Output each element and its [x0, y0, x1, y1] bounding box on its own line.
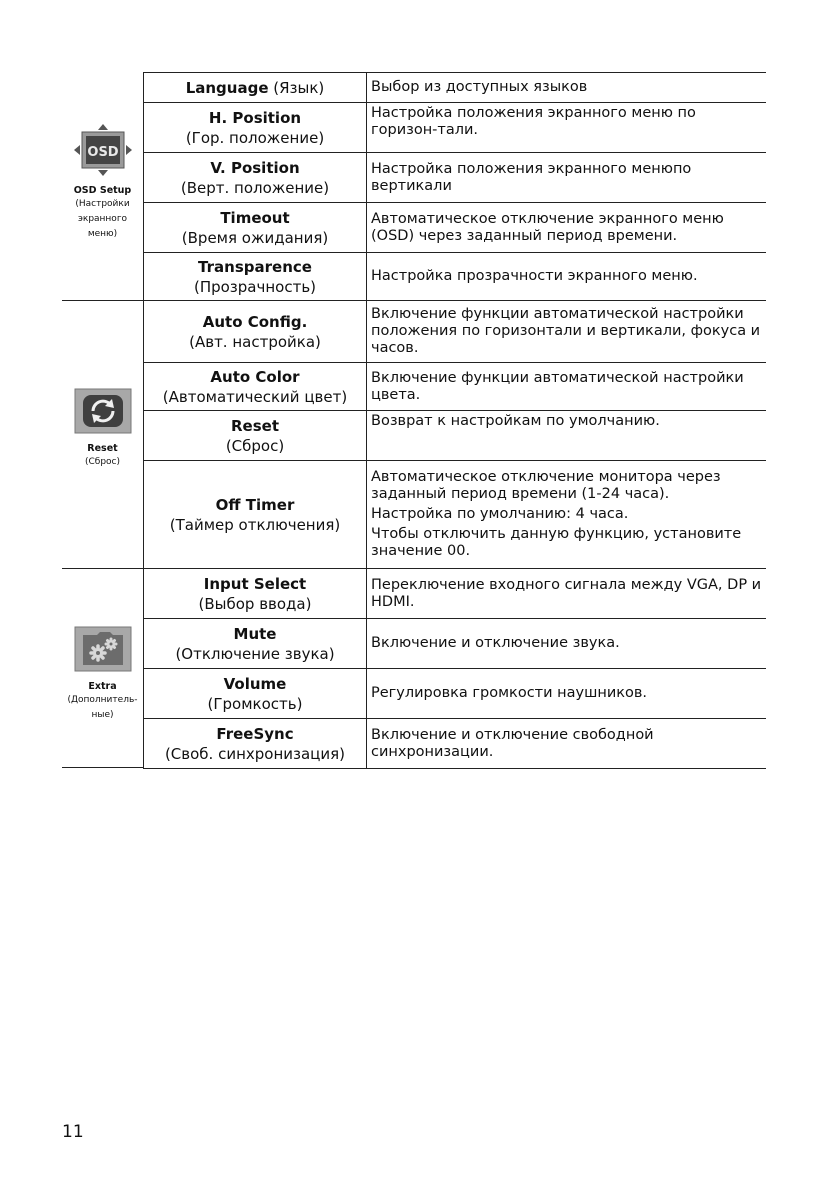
description-text: Включение и отключение звука.	[371, 635, 620, 651]
item-name-cell	[144, 73, 367, 103]
item-name-ru: (Громкость)	[207, 694, 303, 713]
item-name-cell	[144, 253, 367, 301]
description-text: Возврат к настройкам по умолчанию.	[371, 413, 660, 429]
category-extra	[62, 626, 143, 723]
category-subtitle: экранного	[77, 214, 128, 224]
item-name-ru: (Верт. положение)	[180, 178, 330, 197]
table-row	[144, 719, 767, 769]
item-description	[367, 619, 767, 669]
reset-table	[143, 300, 766, 569]
item-name-ru: (Время ожидания)	[181, 228, 329, 247]
category-title: OSD Setup	[73, 185, 132, 196]
reset-icon	[74, 388, 132, 434]
item-name-cell	[144, 719, 367, 769]
item-name-cell	[144, 411, 367, 461]
description-text: Настройка по умолчанию: 4 часа.	[371, 506, 629, 522]
category-title: Reset	[87, 443, 118, 454]
item-name-cell	[144, 461, 367, 569]
item-name-en: V. Position	[210, 158, 300, 177]
category-subtitle: ные)	[91, 710, 114, 720]
item-name-ru: (Язык)	[273, 78, 325, 97]
item-name-ru: (Сброс)	[225, 436, 285, 455]
section-divider	[62, 767, 143, 768]
item-name-ru: (Таймер отключения)	[169, 515, 341, 534]
description-text: Автоматическое отключение экранного меню (OSD) через заданный период времени.	[371, 210, 724, 244]
osd-setup-table	[143, 72, 766, 301]
item-name-cell	[144, 301, 367, 363]
category-title: Extra	[88, 681, 117, 692]
description-text: Настройка прозрачности экранного меню.	[371, 268, 698, 284]
item-description	[367, 103, 767, 153]
category-subtitle: (Дополнитель-	[67, 695, 138, 705]
item-name-ru: (Автоматический цвет)	[162, 387, 348, 406]
table-row	[144, 569, 767, 619]
item-name-en: Volume	[223, 674, 287, 693]
item-name-en: Off Timer	[215, 495, 295, 514]
description-text: Включение и отключение свободной синхронизации.	[371, 726, 654, 760]
table-row	[144, 203, 767, 253]
description-text: Выбор из доступных языков	[371, 79, 588, 95]
description-text: Настройка положения экранного меню по горизон-тали.	[371, 105, 696, 138]
item-name-ru: (Отключение звука)	[175, 644, 335, 663]
item-name-en: Auto Config.	[202, 312, 308, 331]
item-description	[367, 363, 767, 411]
table-row	[144, 411, 767, 461]
table-row	[144, 619, 767, 669]
item-description	[367, 411, 767, 461]
item-description	[367, 461, 767, 569]
category-osd-setup	[62, 124, 143, 242]
table-row	[144, 153, 767, 203]
item-name-ru: (Гор. положение)	[185, 128, 325, 147]
item-name-cell	[144, 619, 367, 669]
table-row	[144, 301, 767, 363]
item-description	[367, 253, 767, 301]
item-description	[367, 569, 767, 619]
item-description	[367, 719, 767, 769]
item-name-cell	[144, 103, 367, 153]
category-subtitle: (Настройки	[75, 199, 130, 209]
description-text: Переключение входного сигнала между VGA, DP и HDMI.	[371, 576, 762, 610]
category-subtitle: (Сброс)	[84, 457, 121, 467]
item-name-ru: (Прозрачность)	[193, 277, 317, 296]
item-name-en: Input Select	[203, 574, 307, 593]
item-name-en: Transparence	[198, 257, 312, 276]
extra-gears-icon	[74, 626, 132, 672]
osd-setup-icon	[74, 124, 132, 176]
item-name-ru: (Своб. синхронизация)	[164, 744, 346, 763]
table-row	[144, 363, 767, 411]
svg-text:OSD: OSD	[86, 145, 119, 160]
description-text: Включение функции автоматической настройки положения по горизонтали и вертикали, фокуса и часов.	[371, 306, 761, 356]
category-reset	[62, 388, 143, 470]
item-description	[367, 73, 767, 103]
table-row	[144, 461, 767, 569]
section-divider	[62, 300, 143, 301]
description-text: Чтобы отключить данную функцию, установите значение 00.	[371, 526, 742, 559]
table-row	[144, 103, 767, 153]
item-name-cell	[144, 569, 367, 619]
item-description	[367, 301, 767, 363]
item-name-en: Auto Color	[210, 367, 300, 386]
item-name-ru: (Авт. настройка)	[189, 332, 321, 351]
item-name-en: Language	[185, 78, 269, 97]
description-text: Включение функции автоматической настройки цвета.	[371, 369, 744, 403]
item-description	[367, 669, 767, 719]
description-text: Настройка положения экранного менюпо вертикали	[371, 160, 692, 194]
page-number: 11	[62, 1122, 84, 1142]
table-row	[144, 669, 767, 719]
item-description	[367, 153, 767, 203]
category-subtitle: меню)	[87, 229, 118, 239]
description-text: Автоматическое отключение монитора через заданный период времени (1-24 часа).	[371, 469, 721, 502]
extra-table	[143, 568, 766, 769]
item-name-cell	[144, 203, 367, 253]
item-name-en: FreeSync	[216, 724, 294, 743]
item-name-cell	[144, 153, 367, 203]
item-description	[367, 203, 767, 253]
item-name-en: H. Position	[208, 108, 302, 127]
table-row	[144, 73, 767, 103]
item-name-en: Reset	[231, 416, 279, 435]
description-text: Регулировка громкости наушников.	[371, 685, 648, 701]
table-row	[144, 253, 767, 301]
section-divider	[62, 568, 143, 569]
item-name-en: Timeout	[220, 208, 290, 227]
item-name-cell	[144, 669, 367, 719]
item-name-en: Mute	[233, 624, 277, 643]
item-name-cell	[144, 363, 367, 411]
item-name-ru: (Выбор ввода)	[198, 594, 312, 613]
